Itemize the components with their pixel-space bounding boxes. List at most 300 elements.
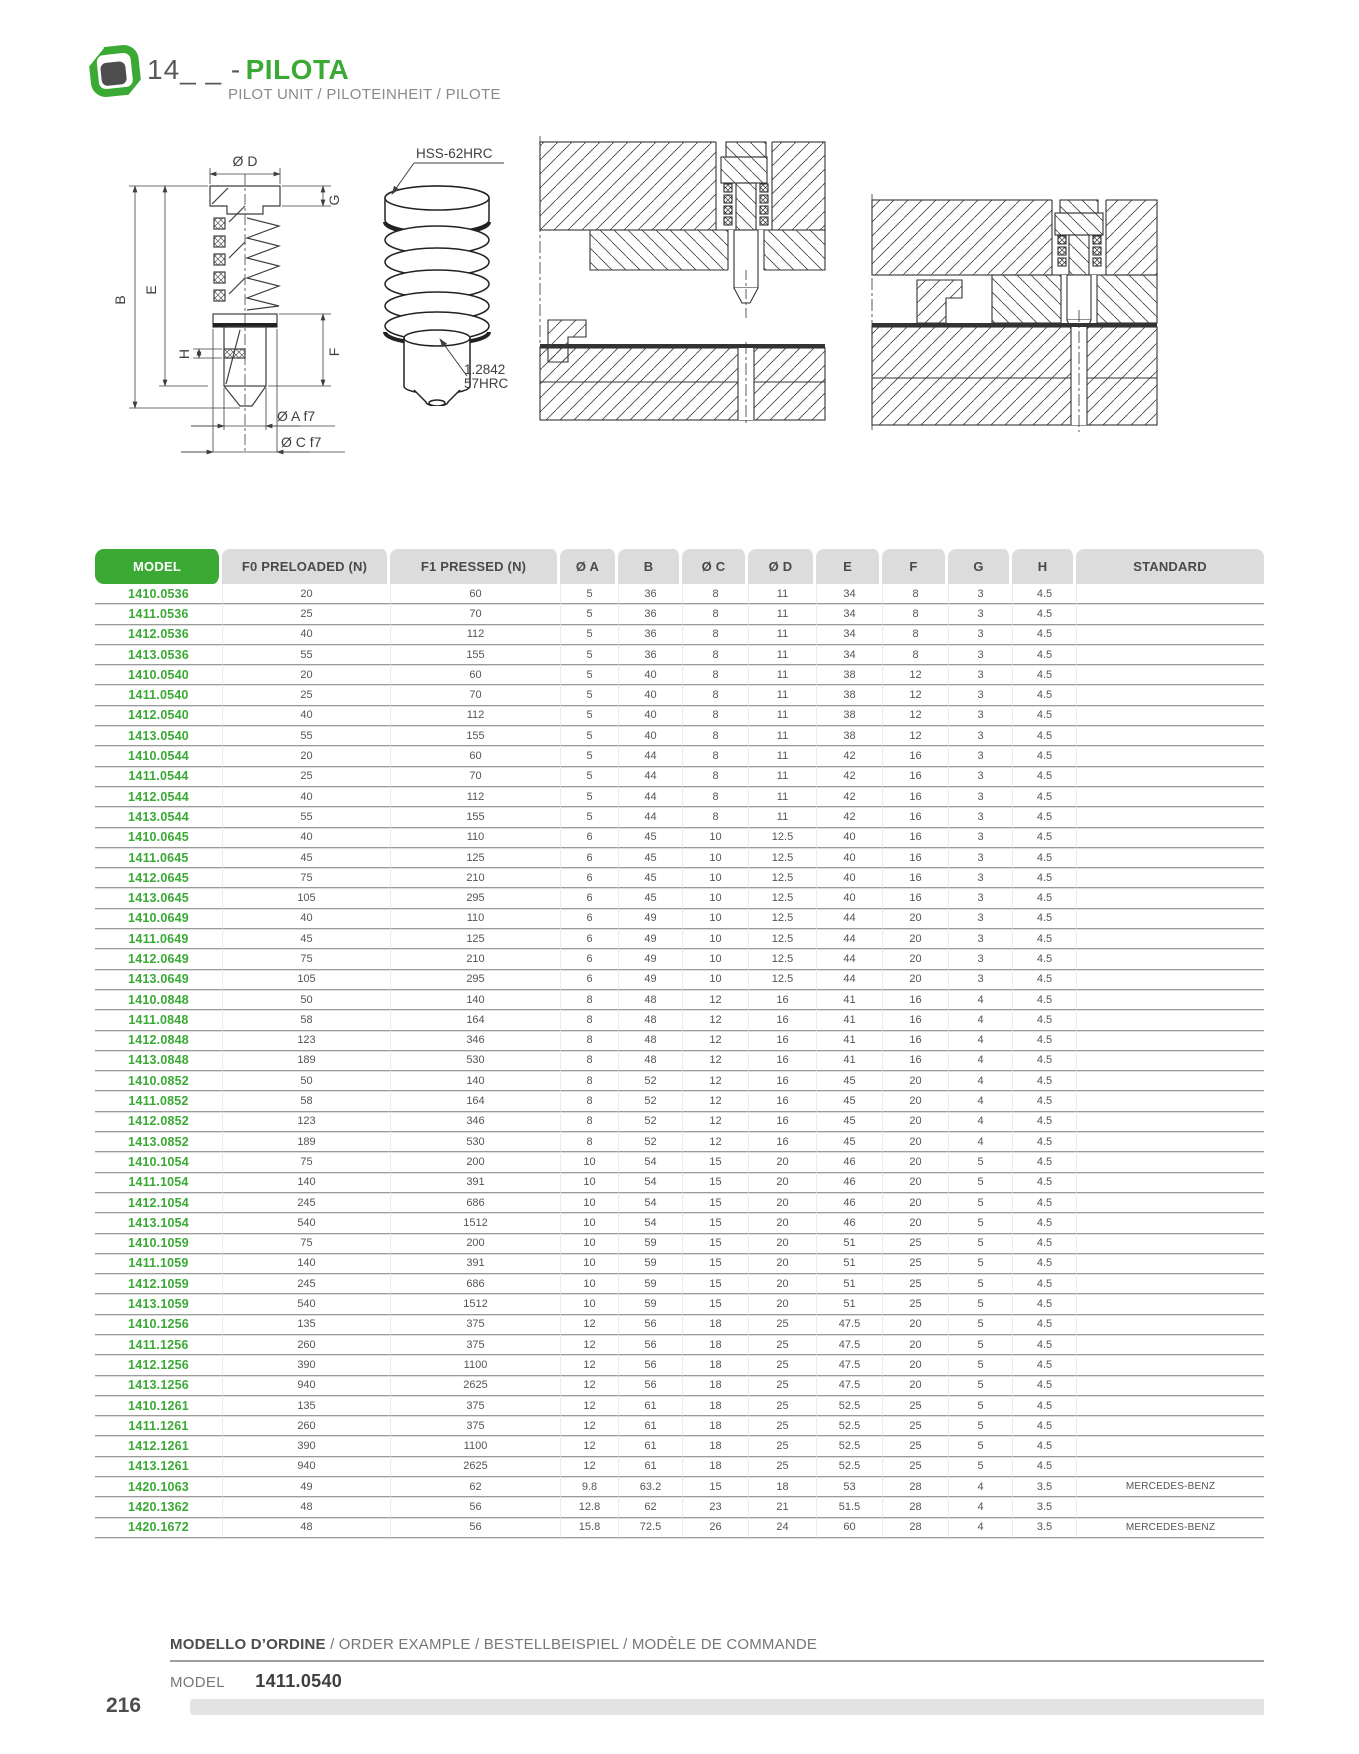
value-cell: 4 bbox=[948, 1051, 1012, 1071]
value-cell: 38 bbox=[816, 726, 882, 746]
value-cell: 38 bbox=[816, 665, 882, 685]
value-cell: 16 bbox=[748, 1112, 816, 1132]
table-row bbox=[95, 706, 1264, 726]
value-cell: 11 bbox=[748, 767, 816, 787]
value-cell: 295 bbox=[390, 970, 560, 990]
value-cell: 8 bbox=[560, 1010, 618, 1030]
value-cell: 60 bbox=[390, 665, 560, 685]
value-cell: 12.5 bbox=[748, 828, 816, 848]
value-cell: 23 bbox=[682, 1497, 748, 1517]
value-cell: 105 bbox=[222, 888, 390, 908]
value-cell: 18 bbox=[682, 1315, 748, 1335]
table-row bbox=[95, 1071, 1264, 1091]
order-example-title bbox=[170, 1636, 1264, 1662]
value-cell: 20 bbox=[882, 970, 948, 990]
value-cell: 44 bbox=[816, 929, 882, 949]
value-cell: 49 bbox=[618, 929, 682, 949]
value-cell bbox=[1076, 1497, 1264, 1517]
table-row bbox=[95, 929, 1264, 949]
value-cell: 10 bbox=[682, 949, 748, 969]
model-cell: 1410.0852 bbox=[95, 1071, 222, 1091]
model-cell: 1413.0848 bbox=[95, 1051, 222, 1071]
table-row bbox=[95, 1376, 1264, 1396]
value-cell: 70 bbox=[390, 767, 560, 787]
value-cell: 4 bbox=[948, 1071, 1012, 1091]
value-cell: 49 bbox=[618, 949, 682, 969]
value-cell: 51 bbox=[816, 1274, 882, 1294]
value-cell bbox=[1076, 1274, 1264, 1294]
model-cell: 1411.0540 bbox=[95, 685, 222, 705]
value-cell: 2625 bbox=[390, 1457, 560, 1477]
value-cell: 10 bbox=[560, 1213, 618, 1233]
value-cell: 105 bbox=[222, 970, 390, 990]
value-cell: 51 bbox=[816, 1254, 882, 1274]
table-row bbox=[95, 949, 1264, 969]
value-cell: 20 bbox=[882, 949, 948, 969]
value-cell: 28 bbox=[882, 1497, 948, 1517]
value-cell: 12 bbox=[882, 685, 948, 705]
value-cell: 16 bbox=[882, 807, 948, 827]
value-cell: 4.5 bbox=[1012, 1234, 1076, 1254]
value-cell: 12 bbox=[882, 726, 948, 746]
value-cell: 20 bbox=[882, 1376, 948, 1396]
value-cell: 4.5 bbox=[1012, 807, 1076, 827]
value-cell: 56 bbox=[618, 1376, 682, 1396]
value-cell: 25 bbox=[222, 604, 390, 624]
value-cell: 15 bbox=[682, 1234, 748, 1254]
value-cell: 51 bbox=[816, 1294, 882, 1314]
value-cell: 59 bbox=[618, 1234, 682, 1254]
model-cell: 1410.1059 bbox=[95, 1234, 222, 1254]
value-cell: 25 bbox=[882, 1294, 948, 1314]
value-cell: 12 bbox=[560, 1416, 618, 1436]
value-cell: 140 bbox=[390, 1071, 560, 1091]
value-cell: 45 bbox=[816, 1132, 882, 1152]
value-cell: 5 bbox=[948, 1234, 1012, 1254]
model-cell: 1411.0649 bbox=[95, 929, 222, 949]
value-cell: 10 bbox=[682, 970, 748, 990]
value-cell: 47.5 bbox=[816, 1376, 882, 1396]
value-cell: 375 bbox=[390, 1416, 560, 1436]
value-cell: 40 bbox=[816, 828, 882, 848]
value-cell: 34 bbox=[816, 625, 882, 645]
column-header-2: F1 PRESSED (N) bbox=[390, 549, 560, 584]
value-cell: 12 bbox=[682, 1071, 748, 1091]
model-cell: 1412.1054 bbox=[95, 1193, 222, 1213]
value-cell: 40 bbox=[816, 868, 882, 888]
value-cell bbox=[1076, 685, 1264, 705]
value-cell: 8 bbox=[682, 706, 748, 726]
model-cell: 1413.1054 bbox=[95, 1213, 222, 1233]
value-cell: 40 bbox=[222, 625, 390, 645]
value-cell: 52.5 bbox=[816, 1457, 882, 1477]
value-cell: 4.5 bbox=[1012, 726, 1076, 746]
model-cell: 1410.0540 bbox=[95, 665, 222, 685]
model-cell: 1410.0536 bbox=[95, 584, 222, 604]
value-cell: 125 bbox=[390, 848, 560, 868]
value-cell: 189 bbox=[222, 1132, 390, 1152]
value-cell bbox=[1076, 1396, 1264, 1416]
dim-label-diameter-a: Ø A f7 bbox=[277, 408, 316, 424]
value-cell: 346 bbox=[390, 1031, 560, 1051]
table-row bbox=[95, 1173, 1264, 1193]
value-cell: 4 bbox=[948, 1112, 1012, 1132]
value-cell: 45 bbox=[618, 888, 682, 908]
value-cell: 20 bbox=[748, 1193, 816, 1213]
value-cell: 1100 bbox=[390, 1436, 560, 1456]
table-row bbox=[95, 868, 1264, 888]
value-cell: 25 bbox=[748, 1335, 816, 1355]
value-cell: 3 bbox=[948, 949, 1012, 969]
table-row bbox=[95, 1294, 1264, 1314]
value-cell: 12.8 bbox=[560, 1497, 618, 1517]
value-cell: 56 bbox=[390, 1518, 560, 1538]
model-cell: 1410.0848 bbox=[95, 990, 222, 1010]
value-cell: 112 bbox=[390, 787, 560, 807]
value-cell: 48 bbox=[618, 1031, 682, 1051]
value-cell: 140 bbox=[222, 1254, 390, 1274]
model-cell: 1412.0544 bbox=[95, 787, 222, 807]
value-cell: 4 bbox=[948, 1010, 1012, 1030]
value-cell: 4 bbox=[948, 1497, 1012, 1517]
value-cell: 16 bbox=[882, 888, 948, 908]
value-cell: 125 bbox=[390, 929, 560, 949]
value-cell: 18 bbox=[748, 1477, 816, 1497]
value-cell: 40 bbox=[222, 787, 390, 807]
value-cell: 3 bbox=[948, 767, 1012, 787]
value-cell: 4.5 bbox=[1012, 1355, 1076, 1375]
value-cell: 10 bbox=[682, 868, 748, 888]
value-cell: 4.5 bbox=[1012, 1152, 1076, 1172]
value-cell: 15 bbox=[682, 1193, 748, 1213]
value-cell: 10 bbox=[682, 888, 748, 908]
value-cell bbox=[1076, 1132, 1264, 1152]
value-cell: 686 bbox=[390, 1193, 560, 1213]
value-cell: 4.5 bbox=[1012, 1457, 1076, 1477]
value-cell: 18 bbox=[682, 1355, 748, 1375]
value-cell bbox=[1076, 1457, 1264, 1477]
model-cell: 1412.0848 bbox=[95, 1031, 222, 1051]
value-cell: 260 bbox=[222, 1335, 390, 1355]
value-cell: 4.5 bbox=[1012, 645, 1076, 665]
value-cell: 4.5 bbox=[1012, 1436, 1076, 1456]
value-cell: 2625 bbox=[390, 1376, 560, 1396]
order-title-primary: MODELLO D’ORDINE bbox=[170, 1636, 326, 1653]
model-cell: 1420.1672 bbox=[95, 1518, 222, 1538]
value-cell: 55 bbox=[222, 726, 390, 746]
table-row bbox=[95, 1031, 1264, 1051]
value-cell: 11 bbox=[748, 746, 816, 766]
value-cell: 5 bbox=[948, 1376, 1012, 1396]
value-cell: 940 bbox=[222, 1376, 390, 1396]
value-cell: 20 bbox=[222, 665, 390, 685]
value-cell: 5 bbox=[560, 665, 618, 685]
value-cell: 75 bbox=[222, 1234, 390, 1254]
value-cell: 45 bbox=[618, 828, 682, 848]
value-cell: 245 bbox=[222, 1193, 390, 1213]
value-cell: 56 bbox=[618, 1335, 682, 1355]
value-cell: 70 bbox=[390, 604, 560, 624]
value-cell: 48 bbox=[618, 1010, 682, 1030]
value-cell: 15 bbox=[682, 1213, 748, 1233]
value-cell: 42 bbox=[816, 767, 882, 787]
value-cell: 3 bbox=[948, 828, 1012, 848]
model-cell: 1411.0852 bbox=[95, 1091, 222, 1111]
value-cell bbox=[1076, 949, 1264, 969]
value-cell: 42 bbox=[816, 746, 882, 766]
value-cell: 25 bbox=[882, 1457, 948, 1477]
table-row bbox=[95, 1132, 1264, 1152]
value-cell: 110 bbox=[390, 828, 560, 848]
value-cell bbox=[1076, 1315, 1264, 1335]
model-cell: 1410.1054 bbox=[95, 1152, 222, 1172]
model-cell: 1412.0536 bbox=[95, 625, 222, 645]
column-header-8: F bbox=[882, 549, 948, 584]
value-cell: 6 bbox=[560, 868, 618, 888]
model-cell: 1412.0645 bbox=[95, 868, 222, 888]
value-cell: 61 bbox=[618, 1436, 682, 1456]
value-cell: 56 bbox=[618, 1355, 682, 1375]
value-cell: MERCEDES-BENZ bbox=[1076, 1518, 1264, 1538]
value-cell: 4.5 bbox=[1012, 706, 1076, 726]
model-cell: 1411.0536 bbox=[95, 604, 222, 624]
table-row bbox=[95, 1152, 1264, 1172]
value-cell: 12 bbox=[560, 1436, 618, 1456]
table-row bbox=[95, 1457, 1264, 1477]
value-cell: 5 bbox=[948, 1152, 1012, 1172]
value-cell: 18 bbox=[682, 1436, 748, 1456]
value-cell: 12 bbox=[560, 1396, 618, 1416]
model-cell: 1412.0540 bbox=[95, 706, 222, 726]
family-code: 14_ _ - bbox=[147, 54, 242, 85]
value-cell: 10 bbox=[560, 1294, 618, 1314]
material-label-hss: HSS-62HRC bbox=[416, 146, 493, 161]
value-cell: 155 bbox=[390, 726, 560, 746]
model-cell: 1413.0540 bbox=[95, 726, 222, 746]
value-cell: 24 bbox=[748, 1518, 816, 1538]
value-cell: 11 bbox=[748, 584, 816, 604]
value-cell: 25 bbox=[748, 1416, 816, 1436]
value-cell bbox=[1076, 1031, 1264, 1051]
model-cell: 1412.1256 bbox=[95, 1355, 222, 1375]
value-cell: 75 bbox=[222, 949, 390, 969]
value-cell bbox=[1076, 1051, 1264, 1071]
value-cell: 34 bbox=[816, 604, 882, 624]
value-cell: 4.5 bbox=[1012, 1091, 1076, 1111]
value-cell: 5 bbox=[560, 706, 618, 726]
value-cell: 5 bbox=[948, 1457, 1012, 1477]
value-cell: 12.5 bbox=[748, 868, 816, 888]
value-cell: 3 bbox=[948, 584, 1012, 604]
value-cell: 15 bbox=[682, 1477, 748, 1497]
value-cell: 8 bbox=[682, 645, 748, 665]
value-cell: 375 bbox=[390, 1335, 560, 1355]
table-row bbox=[95, 1436, 1264, 1456]
value-cell: 4.5 bbox=[1012, 1173, 1076, 1193]
column-header-3: Ø A bbox=[560, 549, 618, 584]
value-cell: 4.5 bbox=[1012, 625, 1076, 645]
value-cell: 49 bbox=[618, 909, 682, 929]
value-cell: 295 bbox=[390, 888, 560, 908]
brand-logo bbox=[84, 42, 146, 104]
value-cell: 1512 bbox=[390, 1213, 560, 1233]
value-cell: 6 bbox=[560, 929, 618, 949]
family-name: PILOTA bbox=[245, 54, 350, 85]
table-row bbox=[95, 1213, 1264, 1233]
value-cell: 16 bbox=[748, 1071, 816, 1091]
table-body bbox=[95, 584, 1264, 1538]
value-cell: 28 bbox=[882, 1518, 948, 1538]
value-cell: 20 bbox=[882, 1315, 948, 1335]
value-cell: 36 bbox=[618, 584, 682, 604]
table-row bbox=[95, 1010, 1264, 1030]
value-cell: 5 bbox=[560, 604, 618, 624]
model-cell: 1411.0645 bbox=[95, 848, 222, 868]
value-cell: 16 bbox=[882, 787, 948, 807]
value-cell: 530 bbox=[390, 1132, 560, 1152]
drawing-die-section-closed bbox=[862, 190, 1162, 435]
value-cell: 12 bbox=[682, 1031, 748, 1051]
value-cell: 36 bbox=[618, 625, 682, 645]
table-row bbox=[95, 746, 1264, 766]
model-cell: 1412.0852 bbox=[95, 1112, 222, 1132]
value-cell: 25 bbox=[748, 1436, 816, 1456]
value-cell: 48 bbox=[618, 990, 682, 1010]
value-cell: 3 bbox=[948, 706, 1012, 726]
value-cell: 8 bbox=[560, 990, 618, 1010]
table-row bbox=[95, 584, 1264, 604]
value-cell: 4.5 bbox=[1012, 1213, 1076, 1233]
value-cell bbox=[1076, 604, 1264, 624]
model-cell: 1411.1059 bbox=[95, 1254, 222, 1274]
value-cell: 4.5 bbox=[1012, 990, 1076, 1010]
value-cell: 3 bbox=[948, 970, 1012, 990]
table-row bbox=[95, 1193, 1264, 1213]
drawing-die-section-open bbox=[528, 130, 833, 430]
value-cell: 44 bbox=[618, 787, 682, 807]
value-cell bbox=[1076, 584, 1264, 604]
column-header-7: E bbox=[816, 549, 882, 584]
value-cell: 11 bbox=[748, 787, 816, 807]
value-cell: 245 bbox=[222, 1274, 390, 1294]
value-cell: 390 bbox=[222, 1355, 390, 1375]
value-cell: 5 bbox=[560, 625, 618, 645]
value-cell: 51.5 bbox=[816, 1497, 882, 1517]
table-row bbox=[95, 685, 1264, 705]
value-cell: 12 bbox=[682, 1051, 748, 1071]
value-cell: 18 bbox=[682, 1376, 748, 1396]
value-cell: 20 bbox=[748, 1213, 816, 1233]
value-cell: 45 bbox=[618, 868, 682, 888]
value-cell: 18 bbox=[682, 1457, 748, 1477]
value-cell: 8 bbox=[682, 726, 748, 746]
value-cell: 12 bbox=[682, 1010, 748, 1030]
value-cell: 5 bbox=[560, 807, 618, 827]
value-cell: 200 bbox=[390, 1234, 560, 1254]
value-cell: 5 bbox=[948, 1173, 1012, 1193]
value-cell: 20 bbox=[748, 1274, 816, 1294]
value-cell: 5 bbox=[948, 1274, 1012, 1294]
table-row bbox=[95, 1355, 1264, 1375]
value-cell: 8 bbox=[560, 1091, 618, 1111]
value-cell: 8 bbox=[682, 604, 748, 624]
column-header-6: Ø D bbox=[748, 549, 816, 584]
value-cell: 20 bbox=[748, 1294, 816, 1314]
value-cell: 4 bbox=[948, 1132, 1012, 1152]
value-cell: 45 bbox=[222, 929, 390, 949]
value-cell: 6 bbox=[560, 970, 618, 990]
value-cell: 40 bbox=[618, 685, 682, 705]
value-cell: 4.5 bbox=[1012, 1193, 1076, 1213]
value-cell: 4.5 bbox=[1012, 1376, 1076, 1396]
value-cell: 75 bbox=[222, 868, 390, 888]
value-cell: 12 bbox=[560, 1457, 618, 1477]
value-cell: 4.5 bbox=[1012, 828, 1076, 848]
value-cell: 12.5 bbox=[748, 970, 816, 990]
value-cell: 3 bbox=[948, 746, 1012, 766]
model-cell: 1410.0544 bbox=[95, 746, 222, 766]
value-cell: 16 bbox=[882, 1010, 948, 1030]
model-cell: 1413.1261 bbox=[95, 1457, 222, 1477]
order-model-line bbox=[170, 1671, 1264, 1692]
value-cell: 4.5 bbox=[1012, 848, 1076, 868]
value-cell bbox=[1076, 1335, 1264, 1355]
value-cell: 46 bbox=[816, 1173, 882, 1193]
value-cell: 38 bbox=[816, 706, 882, 726]
value-cell: 25 bbox=[882, 1416, 948, 1436]
value-cell bbox=[1076, 970, 1264, 990]
value-cell: 44 bbox=[816, 909, 882, 929]
value-cell: 40 bbox=[222, 909, 390, 929]
value-cell: 52 bbox=[618, 1091, 682, 1111]
value-cell: 25 bbox=[748, 1355, 816, 1375]
value-cell: 391 bbox=[390, 1254, 560, 1274]
value-cell: 4.5 bbox=[1012, 787, 1076, 807]
value-cell: 8 bbox=[882, 645, 948, 665]
value-cell: 686 bbox=[390, 1274, 560, 1294]
value-cell: 3 bbox=[948, 685, 1012, 705]
table-row bbox=[95, 1254, 1264, 1274]
value-cell: 63.2 bbox=[618, 1477, 682, 1497]
column-header-0: MODEL bbox=[95, 549, 222, 584]
value-cell: 28 bbox=[882, 1477, 948, 1497]
value-cell: 20 bbox=[748, 1152, 816, 1172]
value-cell: 4.5 bbox=[1012, 1274, 1076, 1294]
value-cell: 375 bbox=[390, 1396, 560, 1416]
value-cell: 59 bbox=[618, 1274, 682, 1294]
value-cell: 16 bbox=[882, 990, 948, 1010]
value-cell: 16 bbox=[748, 990, 816, 1010]
value-cell: 15 bbox=[682, 1173, 748, 1193]
value-cell: 140 bbox=[390, 990, 560, 1010]
value-cell: 4.5 bbox=[1012, 767, 1076, 787]
table-row bbox=[95, 1091, 1264, 1111]
value-cell: 16 bbox=[748, 1091, 816, 1111]
dim-label-h: H bbox=[176, 348, 192, 360]
value-cell: 112 bbox=[390, 625, 560, 645]
value-cell: 4.5 bbox=[1012, 1112, 1076, 1132]
value-cell: 110 bbox=[390, 909, 560, 929]
model-cell: 1413.0645 bbox=[95, 888, 222, 908]
value-cell: 5 bbox=[948, 1335, 1012, 1355]
value-cell: MERCEDES-BENZ bbox=[1076, 1477, 1264, 1497]
value-cell: 4 bbox=[948, 990, 1012, 1010]
footer-bar bbox=[190, 1699, 1264, 1715]
value-cell: 45 bbox=[222, 848, 390, 868]
table-row bbox=[95, 1518, 1264, 1538]
value-cell: 3 bbox=[948, 726, 1012, 746]
value-cell: 40 bbox=[816, 888, 882, 908]
